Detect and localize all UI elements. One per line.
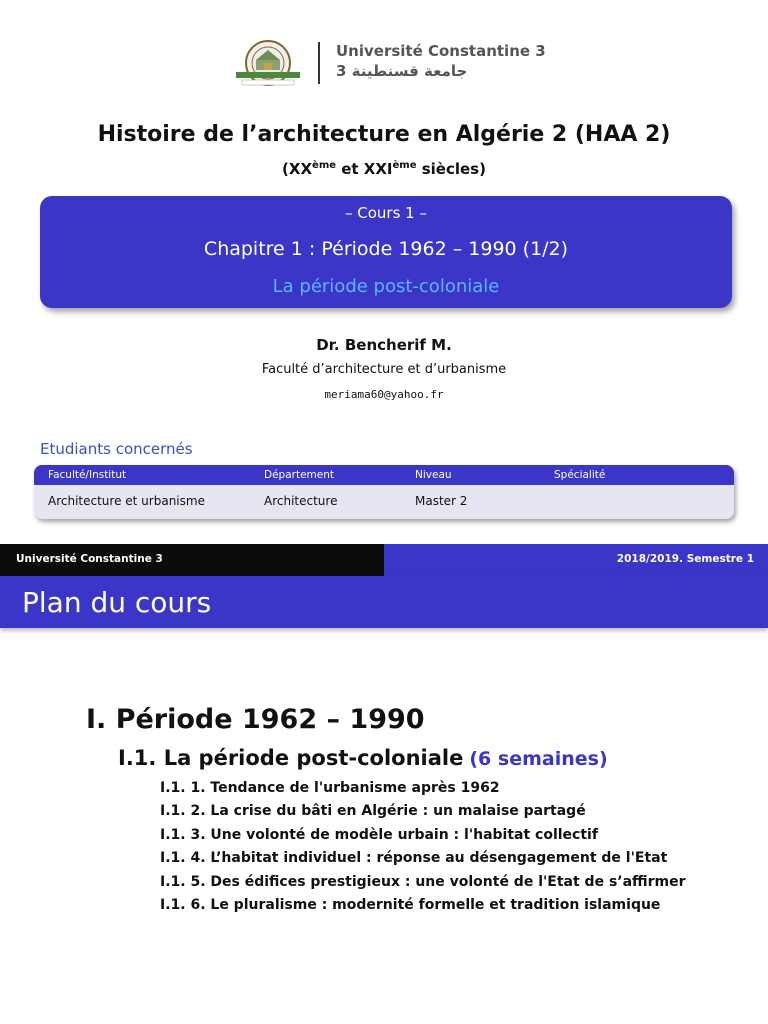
list-item: I.1. 2. La crise du bâti en Algérie : un malaise partagé — [160, 803, 586, 820]
author-name: Dr. Bencherif M. — [316, 336, 452, 354]
university-logo — [228, 38, 548, 90]
chapter-title: Chapitre 1 : Période 1962 – 1990 (1/2) — [203, 238, 569, 260]
column-header-specialty: Spécialité — [554, 469, 606, 481]
plan-title-band — [0, 576, 768, 628]
subsection-title: I.1. La période post-coloniale (6 semaines) — [118, 746, 608, 770]
subsection-duration: (6 semaines) — [469, 748, 608, 770]
column-header-department: Département — [264, 469, 334, 481]
section-title: I. Période 1962 – 1990 — [86, 704, 425, 735]
cell-level: Master 2 — [415, 494, 468, 508]
logo-divider — [318, 42, 320, 84]
university-crest-icon — [228, 38, 308, 88]
list-item: I.1. 5. Des édifices prestigieux : une volonté de l'Etat de s’affirmer — [160, 873, 686, 890]
university-name-ar: جامعة قسنطينة 3 — [336, 62, 468, 80]
footer-semester: 2018/2019. Semestre 1 — [616, 553, 754, 565]
course-subtitle: (XXème et XXIème siècles) — [282, 160, 486, 178]
column-header-level: Niveau — [415, 469, 452, 481]
author-email: meriama60@yahoo.fr — [324, 388, 444, 401]
period-title: La période post-coloniale — [272, 276, 500, 297]
plan-item-list — [160, 780, 686, 920]
author-faculty: Faculté d’architecture et d’urbanisme — [261, 362, 507, 377]
list-item: I.1. 3. Une volonté de modèle urbain : l'habitat collectif — [160, 826, 598, 843]
plan-title: Plan du cours — [22, 586, 212, 619]
students-heading: Etudiants concernés — [40, 440, 193, 458]
course-title: Histoire de l’architecture en Algérie 2 (HAA 2) — [97, 122, 671, 147]
list-item: I.1. 6. Le pluralisme : modernité formelle et tradition islamique — [160, 896, 661, 913]
list-item: I.1. 1. Tendance de l'urbanisme après 1962 — [160, 780, 500, 796]
course-number: – Cours 1 – — [345, 204, 427, 222]
university-name-fr: Université Constantine 3 — [336, 42, 546, 60]
footer-university: Université Constantine 3 — [16, 553, 163, 565]
slide-topbar-left — [0, 544, 384, 576]
table-header-row — [34, 465, 734, 485]
column-header-faculty: Faculté/Institut — [48, 469, 127, 481]
course-banner — [40, 196, 732, 308]
slide-topbar-right — [384, 544, 768, 576]
cell-department: Architecture — [264, 494, 338, 508]
slide-plan — [0, 544, 768, 1024]
list-item: I.1. 4. L’habitat individuel : réponse au désengagement de l'Etat — [160, 850, 668, 867]
students-table — [34, 465, 734, 519]
cell-faculty: Architecture et urbanisme — [48, 494, 205, 508]
